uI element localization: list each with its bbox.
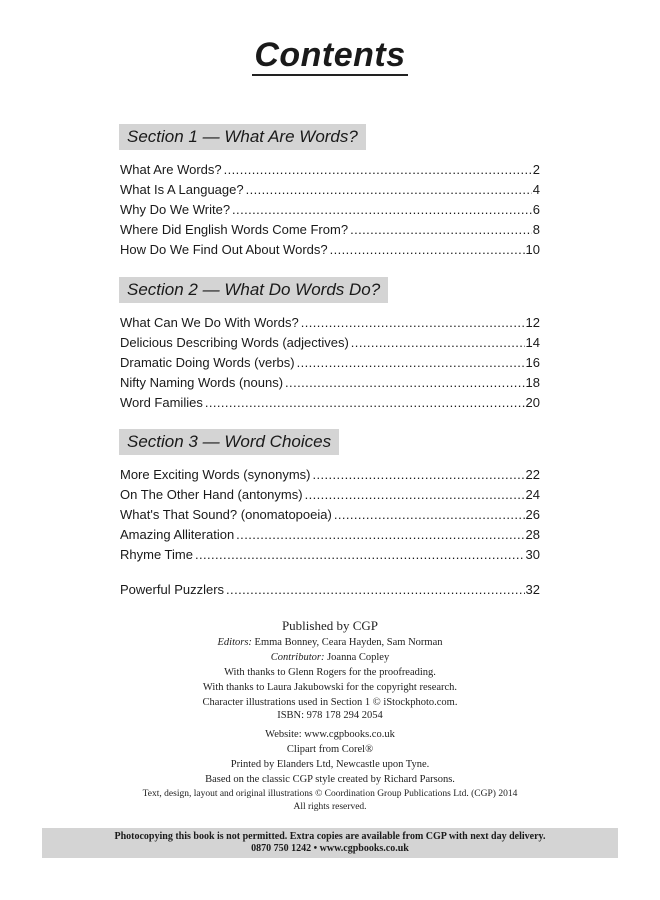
section-heading: Section 3 — Word Choices <box>119 429 339 455</box>
toc-entry-title: Dramatic Doing Words (verbs) <box>120 355 295 370</box>
toc-entry[interactable] <box>120 200 540 220</box>
dot-leader <box>312 465 524 485</box>
toc-entry-page: 18 <box>525 375 540 390</box>
dot-leader <box>351 333 525 353</box>
section-heading: Section 2 — What Do Words Do? <box>119 277 388 303</box>
toc-entry-page: 26 <box>525 507 540 522</box>
clipart-line: Clipart from Corel® <box>286 744 374 755</box>
toc-entry[interactable] <box>120 485 540 505</box>
dot-leader <box>195 545 525 565</box>
toc-entry-page: 24 <box>525 487 540 502</box>
toc-entry-page: 30 <box>525 547 540 562</box>
toc-entry-title: Nifty Naming Words (nouns) <box>120 375 284 390</box>
dot-leader <box>334 505 525 525</box>
toc-entry-title: How Do We Find Out About Words? <box>120 242 328 257</box>
toc-entry-page: 14 <box>525 335 540 350</box>
printed-by: Printed by Elanders Ltd, Newcastle upon Tyne. <box>230 759 430 770</box>
toc-entry-title: What Are Words? <box>120 162 222 177</box>
toc-entry-page: 16 <box>525 355 540 370</box>
toc-entry-title: Amazing Alliteration <box>120 527 235 542</box>
toc-entry[interactable] <box>120 580 540 600</box>
toc-entry[interactable] <box>120 545 540 565</box>
dot-leader <box>330 240 525 260</box>
toc-entry-page: 10 <box>525 242 540 257</box>
rights-line: All rights reserved. <box>293 802 367 812</box>
toc-entry-title: Why Do We Write? <box>120 202 231 217</box>
section-heading: Section 1 — What Are Words? <box>119 124 366 150</box>
thanks-proofreading: With thanks to Glenn Rogers for the proofreading. <box>224 667 436 678</box>
toc-entry[interactable] <box>120 353 540 373</box>
toc-entry[interactable] <box>120 180 540 200</box>
toc-list-extra <box>120 580 540 600</box>
toc-entry-title: On The Other Hand (antonyms) <box>120 487 303 502</box>
dot-leader <box>226 580 524 600</box>
copyright-block <box>0 788 660 814</box>
website-line: Website: www.cgpbooks.co.uk <box>265 729 395 740</box>
toc-entry[interactable] <box>120 220 540 240</box>
editors-line: Editors: Emma Bonney, Ceara Hayden, Sam Norman <box>217 637 443 648</box>
isbn: ISBN: 978 178 294 2054 <box>277 710 383 721</box>
toc-entry-title: What Can We Do With Words? <box>120 315 299 330</box>
publication-details <box>0 708 660 723</box>
toc-list <box>120 465 540 565</box>
toc-entry[interactable] <box>120 313 540 333</box>
dot-leader <box>205 393 525 413</box>
dot-leader <box>297 353 525 373</box>
dot-leader <box>246 180 532 200</box>
toc-entry-title: Rhyme Time <box>120 547 193 562</box>
toc-entry-page: 28 <box>525 527 540 542</box>
toc-entry-page: 6 <box>532 202 540 217</box>
toc-entry[interactable] <box>120 333 540 353</box>
published-by: Published by CGP <box>281 618 379 633</box>
thanks-copyright: With thanks to Laura Jakubowski for the copyright research. <box>202 682 458 693</box>
toc-entry[interactable] <box>120 160 540 180</box>
copyright-line: Text, design, layout and original illustrations © Coordination Group Publications Ltd. (CGP) 2014 <box>142 789 518 799</box>
toc-entry-title: Word Families <box>120 395 203 410</box>
publication-info <box>0 617 660 710</box>
toc-entry[interactable] <box>120 465 540 485</box>
dot-leader <box>301 313 525 333</box>
toc-entry[interactable] <box>120 240 540 260</box>
toc-entry-title: What's That Sound? (onomatopoeia) <box>120 507 332 522</box>
contributor-line: Contributor: Joanna Copley <box>270 652 390 663</box>
toc-entry-page: 4 <box>532 182 540 197</box>
toc-entry-title: Powerful Puzzlers <box>120 582 225 597</box>
toc-entry-title: Where Did English Words Come From? <box>120 222 349 237</box>
dot-leader <box>350 220 532 240</box>
toc-entry-title: Delicious Describing Words (adjectives) <box>120 335 349 350</box>
dot-leader <box>305 485 525 505</box>
dot-leader <box>232 200 532 220</box>
illustrations-credit: Character illustrations used in Section 1 © iStockphoto.com. <box>202 697 458 708</box>
toc-entry-page: 32 <box>525 582 540 597</box>
toc-entry[interactable] <box>120 505 540 525</box>
dot-leader <box>224 160 532 180</box>
toc-list <box>120 160 540 260</box>
publication-details-2 <box>0 727 660 787</box>
footer-contact: 0870 750 1242 • www.cgpbooks.co.uk <box>251 843 409 854</box>
toc-entry-page: 8 <box>532 222 540 237</box>
toc-entry[interactable] <box>120 373 540 393</box>
toc-entry-title: More Exciting Words (synonyms) <box>120 467 311 482</box>
toc-entry-page: 22 <box>525 467 540 482</box>
toc-entry-page: 20 <box>525 395 540 410</box>
based-on: Based on the classic CGP style created by Richard Parsons. <box>205 774 455 785</box>
dot-leader <box>285 373 524 393</box>
toc-entry-page: 2 <box>532 162 540 177</box>
footer-notice: Photocopying this book is not permitted. Extra copies are available from CGP with next day delivery. <box>114 831 546 842</box>
toc-entry-title: What Is A Language? <box>120 182 244 197</box>
dot-leader <box>236 525 524 545</box>
toc-list <box>120 313 540 413</box>
toc-entry-page: 12 <box>525 315 540 330</box>
toc-entry[interactable] <box>120 525 540 545</box>
footer-bar <box>42 828 618 858</box>
toc-entry[interactable] <box>120 393 540 413</box>
page-title: Contents <box>254 36 406 74</box>
